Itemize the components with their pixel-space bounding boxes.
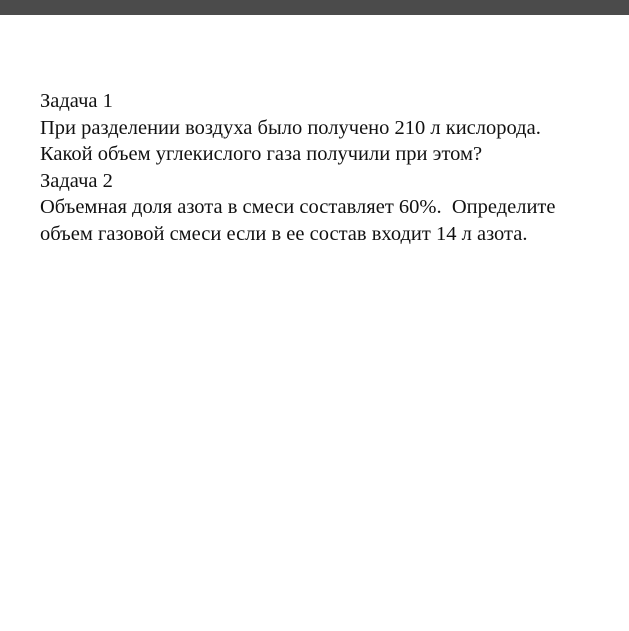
task-2-heading: Задача 2 xyxy=(40,169,113,192)
task-2-text-line-1: Объемная доля азота в смеси составляет 60%. Определите xyxy=(40,196,556,218)
top-bar xyxy=(0,0,629,15)
task-2-text-line-2: объем газовой смеси если в ее состав входит 14 л азота. xyxy=(40,222,528,245)
task-1-text-line-2: Какой объем углекислого газа получили при этом? xyxy=(40,143,483,165)
task-1-text-line-1: При разделении воздуха было получено 210 л кислорода. xyxy=(40,116,541,139)
document-body xyxy=(40,88,620,247)
task-1-heading: Задача 1 xyxy=(40,90,113,112)
